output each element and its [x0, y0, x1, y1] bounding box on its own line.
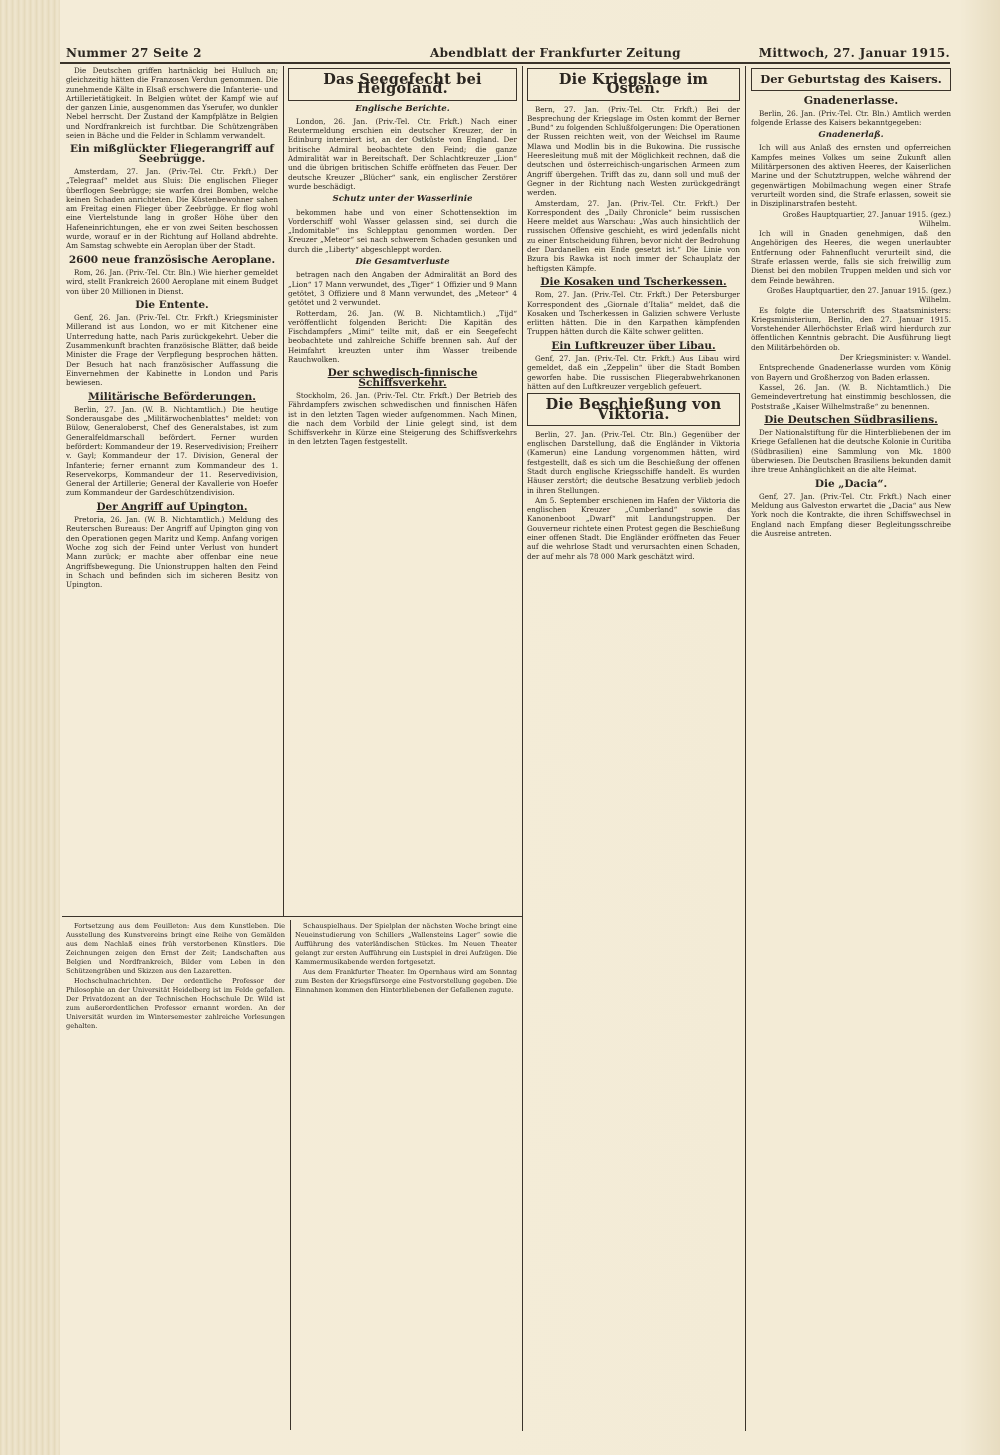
article-text: Entsprechende Gnadenerlasse wurden vom König von Bayern und Großherzog von Baden erlassen. — [751, 363, 951, 382]
headline-boxed: Das Seegefecht bei Helgoland. — [288, 68, 517, 101]
headline-boxed: Die Beschießung von Viktoria. — [527, 393, 740, 426]
signature-line: Großes Hauptquartier, 27. Januar 1915. (gez.) Wilhelm. — [782, 209, 951, 228]
subheadline: Schutz unter der Wasserlinie — [332, 194, 473, 205]
article-text: Genf, 27. Jan. (Priv.-Tel. Ctr. Frkft.) Aus Libau wird gemeldet, daß ein „Zeppelin“ über die Stadt Bomben geworfen habe. Die russischen Fliegerabwehrkanonen hätten auf den Luftkreuzer vergeblich gefeuert. — [527, 354, 740, 391]
column-rule — [745, 66, 746, 1431]
headline: Die „Dacia“. — [814, 477, 888, 490]
headline: Die Kosaken und Tscherkessen. — [540, 275, 727, 288]
feuilleton-text: Hochschulnachrichten. Der ordentliche Professor der Philosophie an der Universität Heidelberg ist im Felde gefallen. Der Privatdozent an der Technischen Hochschule Dr. Wild ist zum außerordentlichen Professor ernannt worden. An der Universität wurden im Wintersemester zahlreiche Vorlesungen gehalten. — [66, 977, 285, 1030]
article-text: Genf, 27. Jan. (Priv.-Tel. Ctr. Frkft.) Nach einer Meldung aus Galveston erwartet die „Dacia“ aus New York noch die Kontrakte, die ihren Schiffswechsel in England nach Empfang dieser Begleitungsschreibe die Ausreise antreten. — [751, 491, 951, 539]
article-text: Rotterdam, 26. Jan. (W. B. Nichtamtlich.) „Tijd“ veröffentlicht folgenden Bericht: Die Kapitän des Fischdampfers „Mimi“ teilte mit, daß er ein Seegefecht beobachtete und zahlreiche Schiffe brennen sah. Auf der Heimfahrt kreuzten unter ihm Wasser treibende Rauchwolken. — [288, 308, 517, 365]
page-binding — [0, 0, 60, 1455]
article-text: Kassel, 26. Jan. (W. B. Nichtamtlich.) Die Gemeindevertretung hat einstimmig beschlossen, die Poststraße „Kaiser Wilhelmstraße“ zu benennen. — [751, 382, 951, 411]
article-text: Pretoria, 26. Jan. (W. B. Nichtamtlich.) Meldung des Reuterschen Bureaus: Der Angriff auf Upington ging von den Operationen gegen Maritz und Kemp. Anfang vorigen Woche zog sich der Feind unter Verlust von hundert Mann zurück; er machte aber offenbar eine neue Angriffsbewegung. Die Unionstruppen halten den Feind in Schach und befinden sich im sicheren Besitz von Upington. — [66, 515, 278, 590]
feuilleton-right — [295, 922, 517, 1427]
signature-line: Großes Hauptquartier, den 27. Januar 1915. (gez.) Wilhelm. — [766, 285, 951, 305]
paper-title: Abendblatt der Frankfurter Zeitung — [430, 46, 681, 60]
headline: 2600 neue französische Aeroplane. — [68, 253, 276, 266]
article-text: betragen nach den Angaben der Admiralität an Bord des „Lion“ 17 Mann verwundet, des „Tiger“ 1 Offizier und 9 Mann getötet, 3 Offiziere und 8 Mann verwundet, des „Meteor“ 4 getötet und 2 verwundet. — [288, 270, 517, 308]
article-text: Genf, 26. Jan. (Priv.-Tel. Ctr. Frkft.) Kriegsminister Millerand ist aus London, wo er mit Kitchener eine Unterredung hatte, nach Paris zurückgekehrt. Ueber die Zusammenkunft brachten französische Blätter, daß beide Minister die Frage der Verpflegung besprochen hätten. Der Besuch hat nach französischer Auffassung die Einvernehmen der Kabinette in London und Paris bewiesen. — [66, 313, 278, 388]
feuilleton-text: Schauspielhaus. Der Spielplan der nächsten Woche bringt eine Neueinstudierung von Schillers „Wallensteins Lager“ sowie die Aufführung des vaterländischen Stückes. Im Neuen Theater gelangt zur ersten Aufführung ein Lustspiel in drei Aufzügen. Die Kammermusikabende werden fortgesetzt. — [295, 922, 517, 966]
headline: Militärische Beförderungen. — [88, 390, 256, 403]
article-text: Es folgte die Unterschrift des Staatsministers: Kriegsministerium, Berlin, den 27. Januar 1915. Vorstehender Allerhöchster Erlaß wird hierdurch zur öffentlichen Kenntnis gebracht. Die Ausführung liegt den Militärbehörden ob. — [751, 305, 951, 352]
headline: Ein Luftkreuzer über Libau. — [551, 339, 716, 352]
feuilleton-text: Fortsetzung aus dem Feuilleton: Aus dem Kunstleben. Die Ausstellung des Kunstvereins bringt eine Reihe von Gemälden aus dem Nachlaß eines früh verstorbenen Künstlers. Die Zeichnungen zeigen den Ernst der Zeit; Landschaften aus Belgien und Nordfrankreich, Bilder vom Leben in den Schützengräben und Skizzen aus den Lazaretten. — [66, 922, 285, 975]
headline: Der Angriff auf Upington. — [96, 500, 248, 513]
article-text: Berlin, 27. Jan. (Priv.-Tel. Ctr. Bln.) Gegenüber der englischen Darstellung, daß die Engländer in Viktoria (Kamerun) eine Landung vorgenommen hätten, wird festgestellt, daß es sich um die Beschießung der offenen Stadt durch englische Kriegsschiffe handelt. Es wurden Häuser zerstört; die deutsche Besatzung verblieb jedoch in ihren Stellungen. — [527, 429, 740, 495]
headline: Die Deutschen Südbrasiliens. — [764, 413, 938, 426]
signature-line: Der Kriegsminister: v. Wandel. — [839, 353, 951, 363]
issue-date: Mittwoch, 27. Januar 1915. — [758, 46, 950, 60]
article-text: Bern, 27. Jan. (Priv.-Tel. Ctr. Frkft.) Bei der Besprechung der Kriegslage im Osten kommt der Berner „Bund“ zu folgenden Schlußfolgerungen: Die Operationen der Russen reichten weit, von der Weichsel im Raume Mlawa und Modlin bis in die Bukowina. Die russische Heeresleitung muß mit der Möglichkeit rechnen, daß die deutschen und österreichisch-ungarischen Armeen zum Angriff übergehen. Trifft das zu, dann soll und muß der Gegner in der Richtung nach Westen zurückgedrängt werden. — [527, 104, 740, 198]
masthead — [60, 40, 950, 64]
column-1 — [66, 66, 278, 911]
article-text: Rom, 26. Jan. (Priv.-Tel. Ctr. Bln.) Wie hierher gemeldet wird, stellt Frankreich 2600 Aeroplane mit einem Budget von über 20 Millionen in Dienst. — [66, 267, 278, 296]
subheadline: Englische Berichte. — [355, 103, 450, 114]
feuilleton-left — [66, 922, 285, 1427]
column-3 — [527, 66, 740, 1431]
column-4 — [751, 66, 951, 1431]
article-text: Berlin, 26. Jan. (Priv.-Tel. Ctr. Bln.) Amtlich werden folgende Erlasse des Kaisers bekanntgegeben: — [751, 108, 951, 127]
headline-boxed: Der Geburtstag des Kaisers. — [751, 68, 951, 91]
article-text: Rom, 27. Jan. (Priv.-Tel. Ctr. Frkft.) Der Petersburger Korrespondent des „Giornale d’Italia“ meldet, daß die Kosaken und Tscherkessen in Galizien schwere Verluste erlitten hätten. Die in den Karpathen kämpfenden Truppen hätten durch die Kälte schwer gelitten. — [527, 290, 740, 337]
headline: Der schwedisch-finnische Schiffsverkehr. — [327, 367, 478, 389]
article-text: Der Nationalstiftung für die Hinterbliebenen der im Kriege Gefallenen hat die deutsche Kolonie in Curitiba (Südbrasilien) eine Sammlung von Mk. 1800 überwiesen. Die Deutschen Brasiliens bekunden damit ihre treue Anhänglichkeit an die alte Heimat. — [751, 428, 951, 475]
article-text: Amsterdam, 27. Jan. (Priv.-Tel. Ctr. Frkft.) Der „Telegraaf“ meldet aus Sluis: Die englischen Flieger überflogen Seebrügge; sie warfen drei Bomben, welche keinen Schaden anrichteten. Die Küstenbewohner sahen am Freitag einen Flieger über Zeebrügge. Er flog wohl eine Viertelstunde lang in großer Höhe über den Hafeneinrichtungen, ehe er von zwei Seiten beschossen wurde, worauf er in der Richtung auf Holland abdrehte. Am Samstag schwebte ein Aeroplan über der Stadt. — [66, 166, 278, 251]
article-text: bekommen habe und von einer Schottensektion im Vorderschiff wohl Wasser gelassen sind, sei durch die „Indomitable“ ins Schlepptau genommen worden. Der Kreuzer „Meteor“ sei nach schwerem Schaden gesunken und durch die „Liberty“ abgeschleppt worden. — [288, 207, 517, 254]
article-text: Stockholm, 26. Jan. (Priv.-Tel. Ctr. Frkft.) Der Betrieb des Fährdampfers zwischen schwedischen und finnischen Häfen ist in den letzten Tagen wieder aufgenommen. Nach Minen, die nach dem Vorbild der Linie gelegt sind, ist dem Schiffsverkehr in Kürze eine Steigerung des Schiffsverkehrs in den letzten Tagen festgestellt. — [288, 390, 517, 447]
subheadline: Die Gesamtverluste — [355, 257, 450, 268]
headline: Ein mißglückter Fliegerangriff auf Seebrügge. — [70, 143, 274, 165]
column-rule — [283, 66, 284, 916]
article-text: Am 5. September erschienen im Hafen der Viktoria die englischen Kreuzer „Cumberland“ sowie das Kanonenboot „Dwarf“ mit Landungstruppen. Der Gouverneur richtete einen Protest gegen die Beschießung einer offenen Stadt. Die Engländer eröffneten das Feuer auf die wehrlose Stadt und verursachten einen Schaden, der auf mehr als 78 000 Mark geschätzt wird. — [527, 495, 740, 561]
article-text: Ich will aus Anlaß des ernsten und opferreichen Kampfes meines Volkes um seine Zukunft allen Militärpersonen des aktiven Heeres, der Kaiserlichen Marine und der Schutztruppen, welche während der gegenwärtigen Mobilmachung wegen einer Strafe verurteilt worden sind, die Strafe erlassen, soweit sie in Disziplinarstrafen besteht. — [751, 143, 951, 209]
article-text: Berlin, 27. Jan. (W. B. Nichtamtlich.) Die heutige Sonderausgabe des „Militärwochenblattes“ meldet: von Bülow, Generaloberst, Chef des Generalstabes, ist zum Generalfeldmarschall befördert. Ferner wurden befördert: Kommandeur der 19. Reservedivision; Freiherr v. Gayl; Kommandeur der 17. Division, General der Infanterie; ferner ernannt zum Kommandeur des 1. Reservekorps, Kommandeur der 11. Reservedivision, General der Artillerie; General der Kavallerie von Hoefer zum Kommandeur der Gardeschützendivision. — [66, 404, 278, 498]
subheadline: Gnadenerlasse. — [803, 94, 899, 108]
column-rule — [290, 920, 291, 1430]
headline-boxed: Die Kriegslage im Osten. — [527, 68, 740, 101]
feuilleton-rule — [62, 916, 522, 917]
article-text: London, 26. Jan. (Priv.-Tel. Ctr. Frkft.) Nach einer Reutermeldung erschien ein deutscher Kreuzer, der in Edinburg interniert ist, an der Ostküste von England. Der britische Admiral beobachtete den Feind; die ganze Admiralität war in Bereitschaft. Der Schlachtkreuzer „Lion“ und die übrigen britischen Schiffe eröffneten das Feuer. Der deutsche Kreuzer „Blücher“ sank, ein englischer Zerstörer wurde beschädigt. — [288, 116, 517, 191]
article-text: Die Deutschen griffen hartnäckig bei Hulluch an; gleichzeitig hätten die Franzosen Verdun genommen. Die zunehmende Kälte in Elsaß erschwere die Infanterie- und Artillerietätigkeit. In Belgien wütet der Kampf wie auf der ganzen Linie, ausgenommen das Yserufer, wo dunkler Nebel herrscht. Der Zustand der Kampfplätze in Belgien und Nordfrankreich ist furchtbar. Die Schützengräben seien in Bäche und die Felder in Schlamm verwandelt. — [66, 66, 278, 141]
headline: Die Entente. — [135, 298, 209, 311]
issue-number: Nummer 27 Seite 2 — [66, 46, 202, 60]
subheadline: Gnadenerlaß. — [818, 130, 884, 141]
column-rule — [522, 66, 523, 1431]
column-2 — [288, 66, 517, 911]
feuilleton-text: Aus dem Frankfurter Theater. Im Opernhaus wird am Sonntag zum Besten der Kriegsfürsorge eine Festvorstellung gegeben. Die Einnahmen kommen den Hinterbliebenen der Gefallenen zugute. — [295, 968, 517, 994]
article-text: Amsterdam, 27. Jan. (Priv.-Tel. Ctr. Frkft.) Der Korrespondent des „Daily Chronicle“ beim russischen Heere meldet aus Warschau: „Was auch hinsichtlich der russischen Offensive geschieht, es wird jedenfalls nicht zu einer Entscheidung führen, bevor nicht der Bedrohung der Dardanellen ein Ende gesetzt ist.“ Die Linie von Bzura bis Rawka ist noch immer der Schauplatz der heftigsten Kämpfe. — [527, 198, 740, 273]
article-text: Ich will in Gnaden genehmigen, daß den Angehörigen des Heeres, die wegen unerlaubter Entfernung oder Fahnenflucht verurteilt sind, die Strafe erlassen werde, falls sie sich freiwillig zum Dienst bei den mobilen Truppen melden und sich vor dem Feinde bewähren. — [751, 229, 951, 285]
